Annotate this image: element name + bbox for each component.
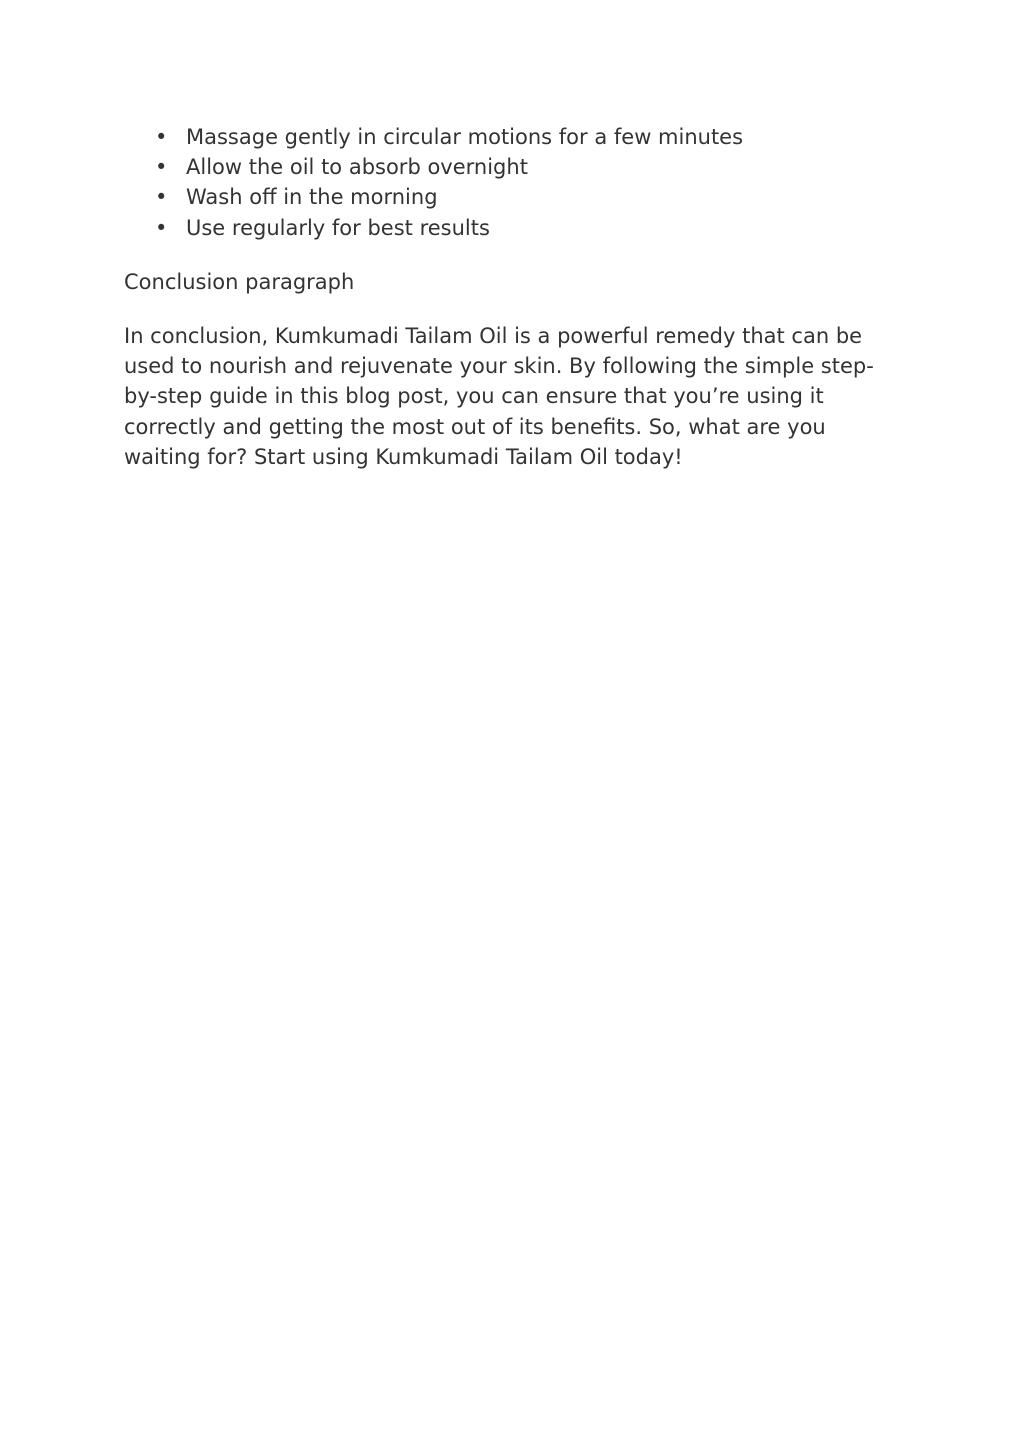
bullet-icon: • (155, 125, 168, 149)
bullet-icon: • (155, 215, 168, 240)
usage-steps-list (124, 122, 894, 243)
document-content (124, 122, 894, 472)
list-item-text: Use regularly for best results (186, 215, 490, 240)
list-item-text: Massage gently in circular motions for a few minutes (186, 125, 744, 149)
list-item-text: Wash off in the morning (186, 185, 438, 210)
list-item (155, 152, 894, 182)
list-item (155, 213, 894, 243)
conclusion-heading: Conclusion paragraph (124, 269, 355, 294)
conclusion-paragraph: In conclusion, Kumkumadi Tailam Oil is a powerful remedy that can be used to nourish and rejuvenate your skin. By following the simple step-by-step guide in this blog post, you can ensure that you’re using it correctly and getting the most out of its benefits. So, what are you waiting for? Start using Kumkumadi Tailam Oil today! (124, 324, 874, 469)
list-item (155, 122, 894, 152)
bullet-icon: • (155, 185, 168, 210)
bullet-icon: • (155, 155, 168, 180)
list-item-text: Allow the oil to absorb overnight (186, 155, 528, 180)
list-item (155, 182, 894, 212)
